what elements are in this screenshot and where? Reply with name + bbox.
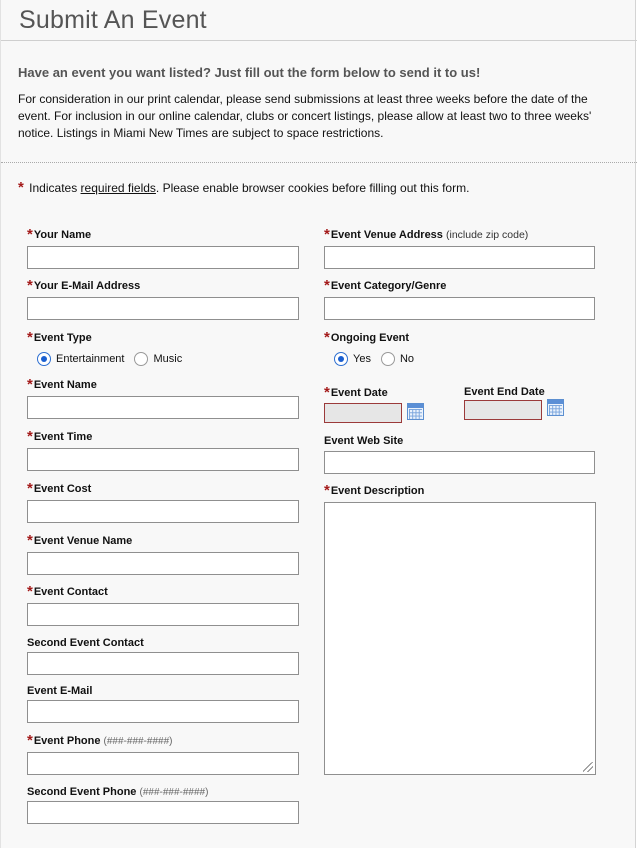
your-name-input[interactable] (27, 246, 299, 269)
event-name-label: *Event Name (27, 376, 97, 393)
event-type-entertainment-label: Entertainment (56, 353, 125, 365)
required-note: * Indicates required fields. Please enable browser cookies before filling out this form. (18, 179, 470, 196)
event-date-input[interactable] (324, 403, 402, 423)
second-phone-input[interactable] (27, 801, 299, 824)
ongoing-yes-radio[interactable] (334, 352, 348, 366)
ongoing-no-radio[interactable] (381, 352, 395, 366)
event-email-label: Event E-Mail (27, 685, 93, 697)
ongoing-label: *Ongoing Event (324, 329, 410, 346)
title-divider (1, 40, 637, 41)
event-end-date-label: Event End Date (464, 386, 545, 398)
event-phone-label: *Event Phone (###-###-####) (27, 732, 173, 749)
event-time-label: *Event Time (27, 428, 93, 445)
website-input[interactable] (324, 451, 595, 474)
your-email-label: *Your E-Mail Address (27, 277, 141, 294)
venue-name-input[interactable] (27, 552, 299, 575)
event-name-input[interactable] (27, 396, 299, 419)
second-phone-label: Second Event Phone (###-###-####) (27, 786, 209, 798)
resize-grip-icon[interactable] (583, 762, 593, 772)
your-email-input[interactable] (27, 297, 299, 320)
event-type-music-radio[interactable] (134, 352, 148, 366)
event-email-input[interactable] (27, 700, 299, 723)
section-divider (1, 162, 637, 163)
website-label: Event Web Site (324, 435, 404, 447)
required-star: * (18, 179, 24, 196)
event-cost-input[interactable] (27, 500, 299, 523)
lead-text: Have an event you want listed? Just fill out the form below to send it to us! (18, 65, 481, 80)
event-time-input[interactable] (27, 448, 299, 471)
event-cost-label: *Event Cost (27, 480, 92, 497)
event-type-entertainment-radio[interactable] (37, 352, 51, 366)
event-type-options (37, 352, 182, 366)
event-type-label: *Event Type (27, 329, 92, 346)
second-contact-input[interactable] (27, 652, 299, 675)
description-label: *Event Description (324, 482, 425, 499)
intro-text: For consideration in our print calendar, please send submissions at least three weeks before the date of the event. For inclusion in our online calendar, clubs or concert listings, please allow at least two to three weeks' notice. Listings in Miami New Times are subject to space restrictions. (18, 92, 592, 140)
calendar-icon[interactable] (407, 403, 424, 420)
event-end-date-input[interactable] (464, 400, 542, 420)
page-title: Submit An Event (19, 6, 207, 34)
category-label: *Event Category/Genre (324, 277, 447, 294)
second-contact-label: Second Event Contact (27, 637, 144, 649)
calendar-icon[interactable] (547, 399, 564, 416)
your-name-label: *Your Name (27, 226, 92, 243)
ongoing-options (334, 352, 414, 366)
event-contact-label: *Event Contact (27, 583, 108, 600)
event-contact-input[interactable] (27, 603, 299, 626)
event-phone-input[interactable] (27, 752, 299, 775)
description-textarea[interactable] (324, 502, 596, 775)
required-fields-link[interactable]: required fields (80, 181, 156, 195)
venue-address-input[interactable] (324, 246, 595, 269)
venue-address-label: *Event Venue Address (include zip code) (324, 226, 529, 243)
category-input[interactable] (324, 297, 595, 320)
venue-name-label: *Event Venue Name (27, 532, 133, 549)
event-date-label: *Event Date (324, 384, 388, 401)
ongoing-no-label: No (399, 353, 415, 365)
event-type-music-label: Music (153, 353, 183, 365)
ongoing-yes-label: Yes (353, 353, 371, 365)
